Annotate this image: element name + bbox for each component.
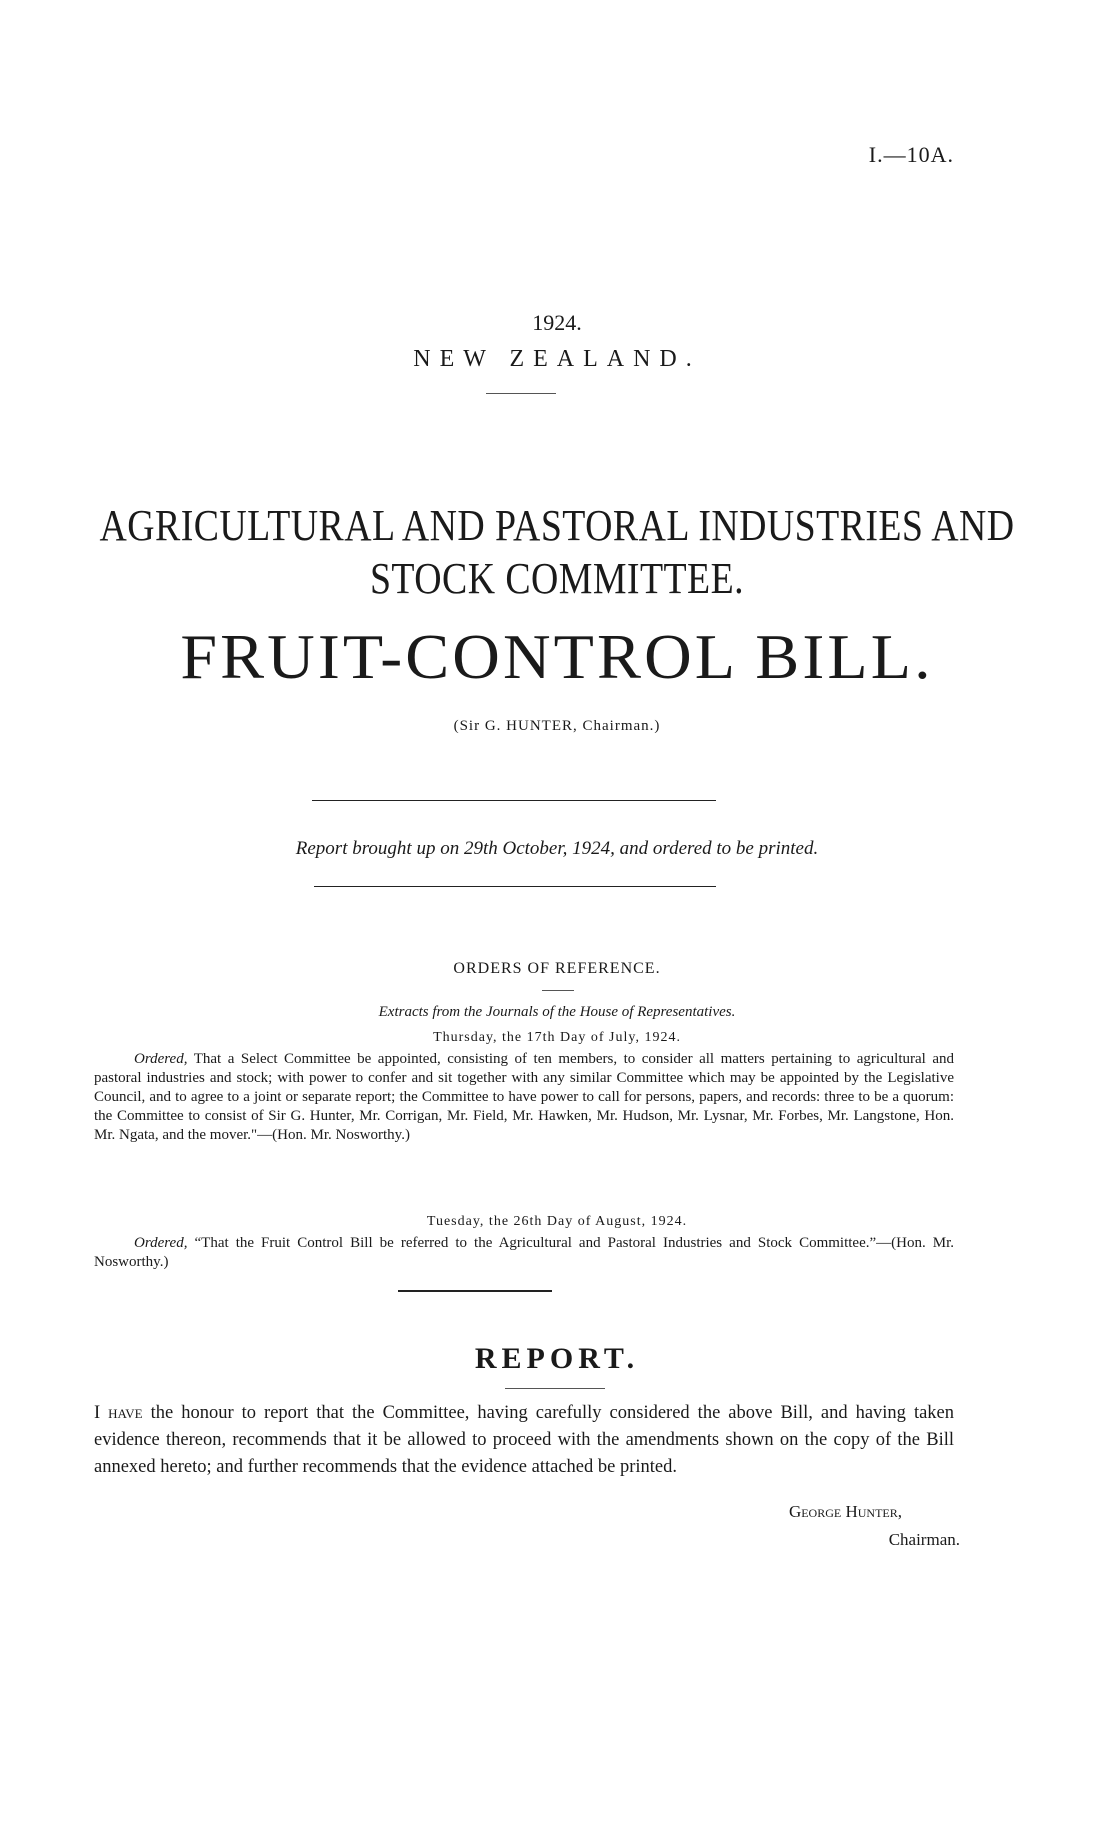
document-reference: I.—10A. (868, 142, 954, 167)
year: 1924. (532, 310, 582, 335)
divider (312, 800, 716, 801)
report-body (94, 1400, 954, 1481)
order-paragraph (94, 1050, 954, 1145)
country-heading: NEW ZEALAND. (413, 346, 701, 372)
divider (505, 1388, 605, 1389)
order-date: Tuesday, the 26th Day of August, 1924. (426, 1214, 688, 1229)
committee-title-line-1: AGRICULTURAL AND PASTORAL INDUSTRIES AND (99, 501, 1015, 550)
committee-title-line-2: STOCK COMMITTEE. (369, 554, 745, 603)
divider (486, 393, 556, 394)
divider (314, 886, 716, 887)
order-text: “That the Fruit Control Bill be referred to the Agricultural and Pastoral Industries and Stock Committee.”—(Hon. Mr. Nosworthy.) (94, 1235, 955, 1270)
divider (542, 990, 574, 991)
report-text: the honour to report that the Committee, having carefully considered the above Bill, and having taken evidence thereon, recommends that it be allowed to proceed with the amendments shown on the copy of the Bill annexed hereto; and further recommends that the evidence attached be printed. (94, 1403, 955, 1477)
report-heading: REPORT. (474, 1342, 640, 1375)
report-brought-line: Report brought up on 29th October, 1924, and ordered to be printed. (295, 838, 819, 859)
order-date: Thursday, the 17th Day of July, 1924. (433, 1030, 681, 1045)
report-opening: I have (94, 1403, 143, 1423)
signature-title: Chairman. (888, 1530, 960, 1549)
orders-of-reference-heading: ORDERS OF REFERENCE. (453, 960, 661, 977)
chairman-line: (Sir G. HUNTER, Chairman.) (453, 718, 661, 734)
order-label: Ordered, (134, 1235, 188, 1251)
signature-name: George Hunter, (788, 1502, 902, 1521)
order-text: That a Select Committee be appointed, consisting of ten members, to consider all matters pertaining to agricultural and pastoral industries and stock; with power to confer and sit together with any similar Committee which may be appointed by the Legislative Council, and to agree to a joint or separate report; the Committee to have power to call for persons, papers, and records: three to be a quorum: the Committee to consist of Sir G. Hunter, Mr. Corrigan, Mr. Field, Mr. Hawken, Mr. Hudson, Mr. Lysnar, Mr. Forbes, Mr. Langstone, Hon. Mr. Ngata, and the mover."—(Hon. Mr. Nosworthy.) (94, 1051, 954, 1143)
order-label: Ordered, (134, 1051, 188, 1067)
order-paragraph (94, 1234, 954, 1272)
extracts-line: Extracts from the Journals of the House of Representatives. (378, 1004, 736, 1020)
divider (398, 1290, 552, 1292)
bill-title: FRUIT-CONTROL BILL. (180, 621, 934, 692)
